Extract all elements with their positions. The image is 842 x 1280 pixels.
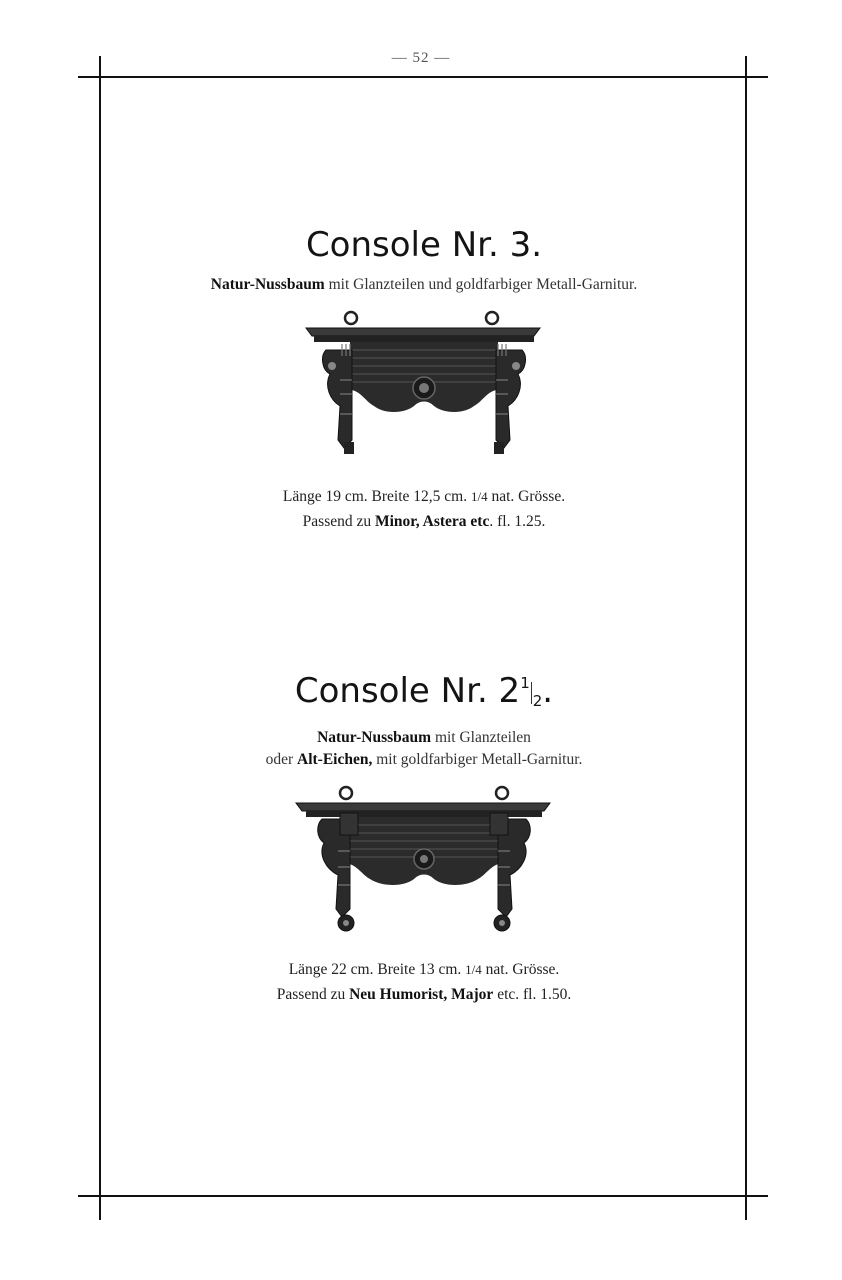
scale-fraction: 1/4	[465, 962, 482, 977]
fit-prefix: Passend zu	[276, 986, 350, 1003]
console-nr-2-half-dimensions	[100, 957, 748, 982]
page-number: — 52 —	[391, 50, 451, 66]
material-pre: oder	[265, 751, 297, 768]
fit-mid: .	[489, 513, 498, 530]
fit-models: Minor, Astera etc	[375, 513, 490, 530]
fit-models: Neu Humorist, Major	[349, 986, 494, 1003]
console-nr-3-illustration	[304, 310, 544, 460]
material-line-2	[100, 749, 748, 771]
console-nr-3-material	[100, 274, 748, 296]
console-nr-3-title: Console Nr. 3.	[305, 225, 543, 265]
dimensions-text: Länge 22 cm. Breite 13 cm.	[288, 961, 466, 978]
console-nr-2-half-section	[100, 671, 748, 1007]
console-nr-2-half-material	[100, 727, 748, 771]
frame-bottom-line	[78, 1195, 768, 1197]
frame-top-line	[78, 76, 768, 78]
material-line-1	[100, 727, 748, 749]
console-nr-2-half-fit-price	[100, 982, 748, 1007]
material-alt-bold: Alt-Eichen,	[297, 751, 373, 768]
scale-text: nat. Grösse.	[487, 488, 566, 505]
material-bold: Natur-Nussbaum	[210, 276, 325, 293]
scale-fraction: 1/4	[470, 489, 488, 504]
price: fl. 1.25.	[497, 513, 546, 530]
price: fl. 1.50.	[523, 986, 572, 1003]
console-nr-2-half-title	[100, 671, 748, 711]
console-nr-2-half-illustration	[294, 785, 554, 935]
title-main: Console Nr. 2	[294, 671, 521, 711]
material-alt-rest: mit goldfarbiger Metall-Garnitur.	[372, 751, 583, 768]
title-end: .	[542, 671, 554, 711]
material-rest: mit Glanzteilen	[431, 729, 531, 746]
fraction-bar	[531, 682, 532, 704]
title-denominator: 2	[532, 692, 543, 710]
fit-mid: etc.	[493, 986, 524, 1003]
fit-prefix: Passend zu	[302, 513, 375, 530]
material-bold: Natur-Nussbaum	[317, 729, 432, 746]
console-nr-3-dimensions	[100, 484, 748, 509]
console-nr-3-fit-price	[100, 509, 748, 534]
title-numerator: 1	[520, 674, 530, 692]
dimensions-text: Länge 19 cm. Breite 12,5 cm.	[282, 488, 471, 505]
console-nr-3-section	[100, 225, 748, 534]
material-rest: mit Glanzteilen und goldfarbiger Metall-Garnitur.	[324, 276, 638, 293]
scale-text: nat. Grösse.	[481, 961, 560, 978]
